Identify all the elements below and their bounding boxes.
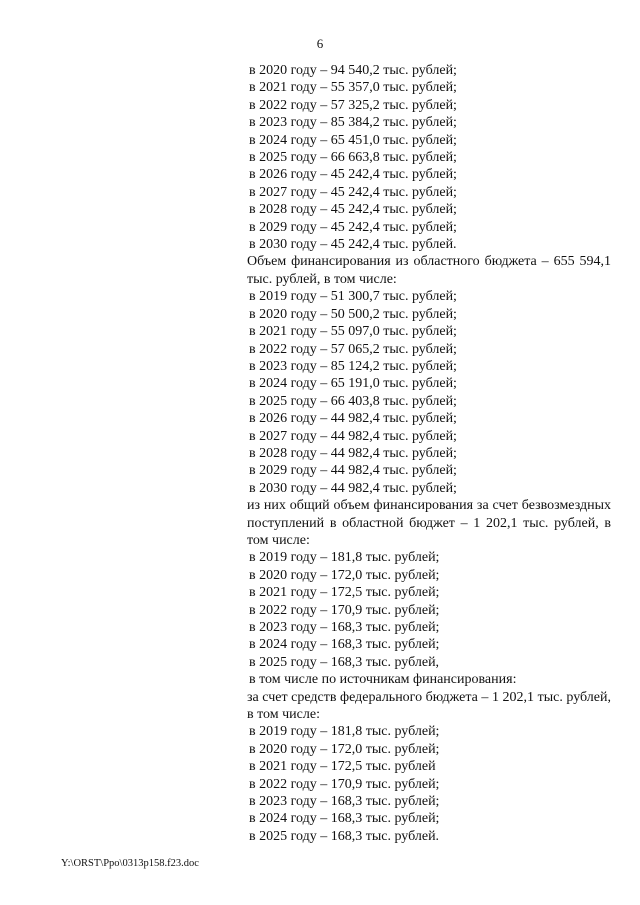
funding-line: в 2024 году – 168,3 тыс. рублей; xyxy=(249,811,440,827)
funding-line: в 2020 году – 50 500,2 тыс. рублей; xyxy=(249,306,457,322)
funding-line: в 2026 году – 44 982,4 тыс. рублей; xyxy=(249,411,457,427)
funding-sources-line: в том числе по источникам финансирования: xyxy=(249,672,517,688)
funding-line: в 2025 году – 168,3 тыс. рублей. xyxy=(249,828,440,844)
funding-line: в 2019 году – 181,8 тыс. рублей; xyxy=(249,724,440,740)
funding-line: в 2024 году – 65 191,0 тыс. рублей; xyxy=(249,376,457,392)
funding-line: в 2025 году – 66 403,8 тыс. рублей; xyxy=(249,393,457,409)
funding-line: в 2021 году – 172,5 тыс. рублей; xyxy=(249,585,440,601)
funding-line: в 2022 году – 57 065,2 тыс. рублей; xyxy=(249,341,457,357)
funding-line: в 2029 году – 44 982,4 тыс. рублей; xyxy=(249,463,457,479)
funding-line: в 2025 году – 66 663,8 тыс. рублей; xyxy=(249,150,457,166)
funding-line: в 2025 году – 168,3 тыс. рублей, xyxy=(249,654,440,670)
funding-line: в 2027 году – 44 982,4 тыс. рублей; xyxy=(249,428,457,444)
funding-line: в 2021 году – 55 097,0 тыс. рублей; xyxy=(249,324,457,340)
funding-line: в 2023 году – 168,3 тыс. рублей; xyxy=(249,794,440,810)
funding-line: в 2028 году – 45 242,4 тыс. рублей; xyxy=(249,202,457,218)
funding-line: в 2024 году – 168,3 тыс. рублей; xyxy=(249,637,440,653)
regional-budget-paragraph: Объем финансирования из областного бюджета – 655 594,1 тыс. рублей, в том числе: xyxy=(247,254,611,287)
file-path-footer: Y:\ORST\Ppo\0313p158.f23.doc xyxy=(61,858,199,869)
funding-line: в 2023 году – 168,3 тыс. рублей; xyxy=(249,620,440,635)
funding-line: в 2022 году – 170,9 тыс. рублей; xyxy=(249,776,440,792)
federal-budget-paragraph: за счет средств федерального бюджета – 1 202,1 тыс. рублей, в том числе: xyxy=(247,689,611,723)
funding-line: в 2019 году – 51 300,7 тыс. рублей; xyxy=(249,289,457,305)
funding-line: в 2020 году – 172,0 тыс. рублей; xyxy=(249,741,440,757)
page-number: 6 xyxy=(316,36,324,51)
funding-line: в 2024 году – 65 451,0 тыс. рублей; xyxy=(249,132,457,148)
funding-line: в 2019 году – 181,8 тыс. рублей; xyxy=(249,550,440,566)
funding-line: в 2029 году – 45 242,4 тыс. рублей; xyxy=(249,219,457,235)
funding-line: в 2023 году – 85 124,2 тыс. рублей; xyxy=(249,358,457,374)
funding-line: в 2028 году – 44 982,4 тыс. рублей; xyxy=(249,445,457,461)
gratuitous-receipts-paragraph: из них общий объем финансирования за счет безвозмездных поступлений в областной бюджет – 1 202,1 тыс. рублей, в том числе: xyxy=(247,498,611,548)
funding-line: в 2020 году – 94 540,2 тыс. рублей; xyxy=(249,63,457,78)
funding-line: в 2022 году – 57 325,2 тыс. рублей; xyxy=(249,97,457,113)
funding-line: в 2030 году – 45 242,4 тыс. рублей. xyxy=(249,237,457,253)
funding-line: в 2023 году – 85 384,2 тыс. рублей; xyxy=(249,115,457,131)
funding-line: в 2021 году – 55 357,0 тыс. рублей; xyxy=(249,80,457,96)
funding-line: в 2020 году – 172,0 тыс. рублей; xyxy=(249,567,440,583)
document-body xyxy=(247,62,611,845)
funding-line: в 2021 году – 172,5 тыс. рублей xyxy=(249,759,436,775)
funding-line: в 2026 году – 45 242,4 тыс. рублей; xyxy=(249,167,457,183)
funding-line: в 2030 году – 44 982,4 тыс. рублей; xyxy=(249,480,457,496)
funding-line: в 2022 году – 170,9 тыс. рублей; xyxy=(249,602,440,618)
funding-line: в 2027 году – 45 242,4 тыс. рублей; xyxy=(249,184,457,200)
